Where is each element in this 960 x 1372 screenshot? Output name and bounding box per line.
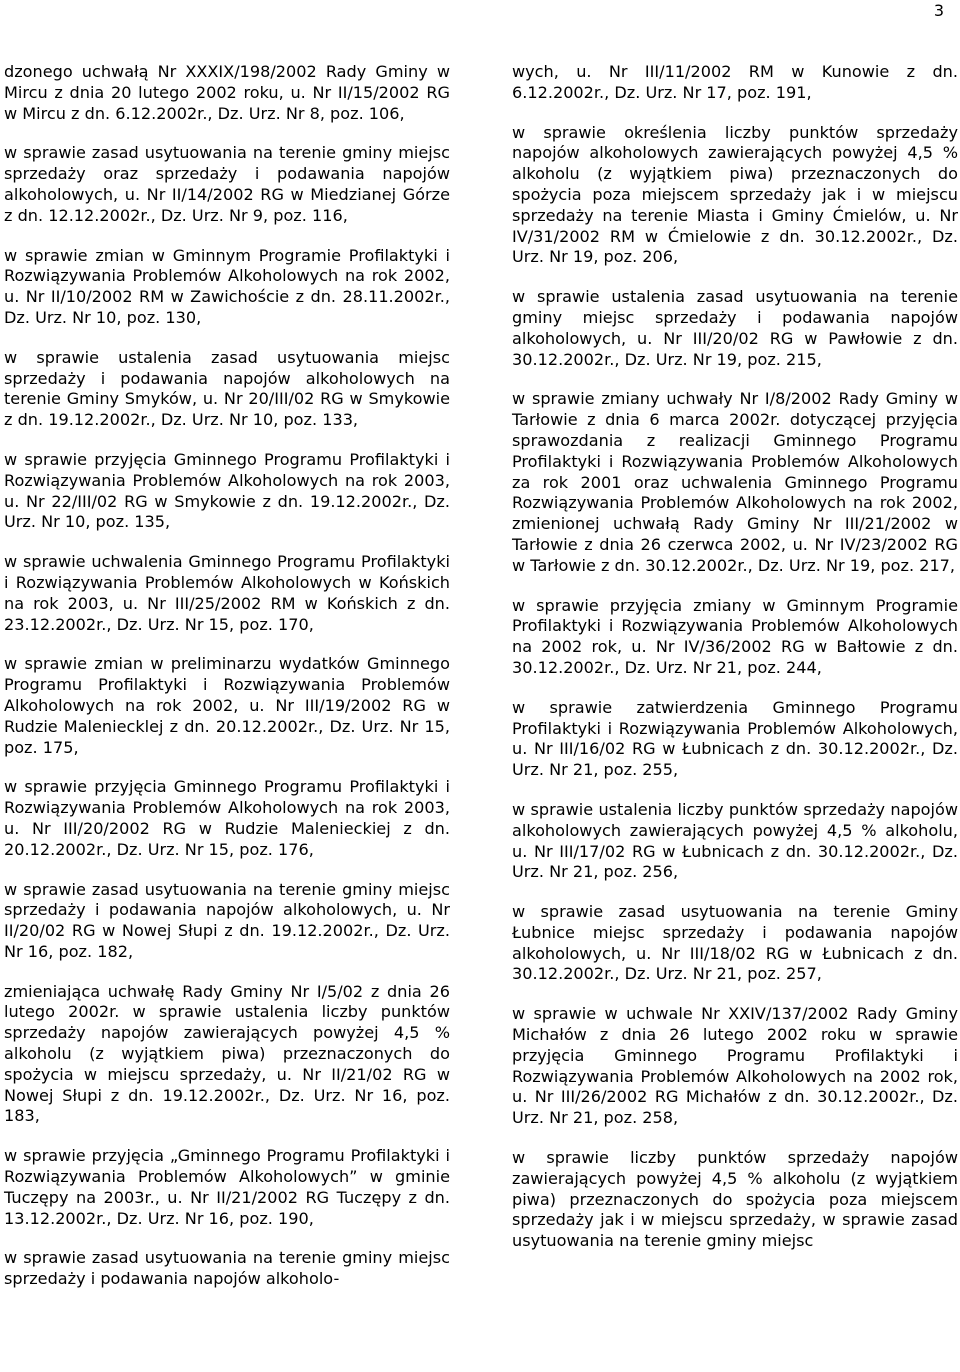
document-paragraph: w sprawie zatwierdzenia Gminnego Programu Profilaktyki i Rozwiązywania Problemów Alkoholowych, u. Nr III/16/02 RG w Łubnicach z dn. 30.12.2002r., Dz. Urz. Nr 21, poz. 255,: [512, 697, 958, 780]
document-paragraph: w sprawie uchwalenia Gminnego Programu Profilaktyki i Rozwiązywania Problemów Alkoholowych w Końskich na rok 2003, u. Nr III/25/2002 RM w Końskich z dn. 23.12.2002r., Dz. Urz. Nr 15, poz. 170,: [4, 552, 450, 634]
document-paragraph: w sprawie zmiany uchwały Nr I/8/2002 Rady Gminy w Tarłowie z dnia 6 marca 2002r. dotyczącej przyjęcia sprawozdania z realizacji Gminnego Programu Profilaktyki i Rozwiązywania Problemów Alkoholowych za rok 2001 oraz uchwalenia Gminnego Programu Rozwiązywania Problemów Alkoholowych na rok 2002, zmienionej uchwałą Rady Gminy Nr III/21/2002 w Tarłowie z dnia 26 czerwca 2002, u. Nr IV/23/2002 RG w Tarłowie z dn. 30.12.2002r., Dz. Urz. Nr 19, poz. 217,: [512, 389, 958, 575]
document-paragraph: w sprawie przyjęcia Gminnego Programu Profilaktyki i Rozwiązywania Problemów Alkoholowych na rok 2003, u. Nr III/20/2002 RG w Rudzie Malenieckiej z dn. 20.12.2002r., Dz. Urz. Nr 15, poz. 176,: [4, 777, 450, 859]
document-paragraph: w sprawie ustalenia liczby punktów sprzedaży napojów alkoholowych zawierających powyżej 4,5 % alkoholu, u. Nr III/17/02 RG w Łubnicach z dn. 30.12.2002r., Dz. Urz. Nr 21, poz. 256,: [512, 799, 958, 882]
document-paragraph: w sprawie ustalenia zasad usytuowania na terenie gminy miejsc sprzedaży i podawania napojów alkoholowych, u. Nr III/20/02 RG w Pawłowie z dn. 30.12.2002r., Dz. Urz. Nr 19, poz. 215,: [512, 287, 958, 369]
document-paragraph: w sprawie zmian w preliminarzu wydatków Gminnego Programu Profilaktyki i Rozwiązywania Problemów Alkoholowych na rok 2002, u. Nr III/19/2002 RG w Rudzie Maleniecklej z dn. 20.12.2002r., Dz. Urz. Nr 15, poz. 175,: [4, 654, 450, 757]
document-paragraph: w sprawie zasad usytuowania na terenie gminy miejsc sprzedaży oraz sprzedaży i podawania napojów alkoholowych, u. Nr II/14/2002 RG w Miedzianej Górze z dn. 12.12.2002r., Dz. Urz. Nr 9, poz. 116,: [4, 143, 450, 225]
document-paragraph: w sprawie ustalenia zasad usytuowania miejsc sprzedaży i podawania napojów alkoholowych na terenie Gminy Smyków, u. Nr 20/III/02 RG w Smykowie z dn. 19.12.2002r., Dz. Urz. Nr 10, poz. 133,: [4, 347, 450, 430]
document-paragraph: w sprawie określenia liczby punktów sprzedaży napojów alkoholowych zawierających powyżej 4,5 % alkoholu (z wyjątkiem piwa) przeznaczonych do spożycia poza miejscem sprzedaży jak i w miejscu sprzedaży na terenie Miasta i Gminy Ćmielów, u. Nr IV/31/2002 RM w Ćmielowie z dn. 30.12.2002r., Dz. Urz. Nr 19, poz. 206,: [512, 122, 958, 267]
left-column: [4, 62, 450, 1309]
document-paragraph: w sprawie zasad usytuowania na terenie Gminy Łubnice miejsc sprzedaży i podawania napojów alkoholowych, u. Nr III/18/02 RG w Łubnicach z dn. 30.12.2002r., Dz. Urz. Nr 21, poz. 257,: [512, 902, 958, 984]
document-paragraph: w sprawie w uchwale Nr XXIV/137/2002 Rady Gminy Michałów z dnia 26 lutego 2002 roku w sprawie przyjęcia Gminnego Programu Profilaktyki i Rozwiązywania Problemów Alkoholowych na 2002 rok, u. Nr III/26/2002 RG Michałów z dn. 30.12.2002r., Dz. Urz. Nr 21, poz. 258,: [512, 1004, 958, 1128]
page-number: 3: [933, 1, 944, 20]
document-paragraph: w sprawie liczby punktów sprzedaży napojów zawierających powyżej 4,5 % alkoholu (z wyjątkiem piwa) przeznaczonych do spożycia poza miejscem sprzedaży jak i w miejscu sprzedaży, w sprawie zasad usytuowania na terenie gminy miejsc: [512, 1148, 958, 1251]
document-paragraph: wych, u. Nr III/11/2002 RM w Kunowie z dn. 6.12.2002r., Dz. Urz. Nr 17, poz. 191,: [512, 62, 958, 102]
document-paragraph: w sprawie przyjęcia „Gminnego Programu Profilaktyki i Rozwiązywania Problemów Alkoholowych” w gminie Tuczępy na 2003r., u. Nr II/21/2002 RG Tuczępy z dn. 13.12.2002r., Dz. Urz. Nr 16, poz. 190,: [4, 1146, 450, 1228]
document-paragraph: w sprawie zasad usytuowania na terenie gminy miejsc sprzedaży i podawania napojów alkoholowych, u. Nr II/20/02 RG w Nowej Słupi z dn. 19.12.2002r., Dz. Urz. Nr 16, poz. 182,: [4, 879, 450, 961]
document-paragraph: w sprawie zmian w Gminnym Programie Profilaktyki i Rozwiązywania Problemów Alkoholowych na rok 2002, u. Nr II/10/2002 RM w Zawichoście z dn. 28.11.2002r., Dz. Urz. Nr 10, poz. 130,: [4, 245, 450, 327]
document-paragraph: zmieniająca uchwałę Rady Gminy Nr I/5/02 z dnia 26 lutego 2002r. w sprawie ustalenia liczby punktów sprzedaży napojów zawierających powyżej 4,5 % alkoholu (z wyjątkiem piwa) przeznaczonych do spożycia w miejscu sprzedaży, u. Nr II/21/02 RG w Nowej Słupi z dn. 19.12.2002r., Dz. Urz. Nr 16, poz. 183,: [4, 981, 450, 1126]
document-paragraph: w sprawie przyjęcia zmiany w Gminnym Programie Profilaktyki i Rozwiązywania Problemów Alkoholowych na 2002 rok, u. Nr IV/36/2002 RG w Bałtowie z dn. 30.12.2002r., Dz. Urz. Nr 21, poz. 244,: [512, 595, 958, 677]
document-paragraph: w sprawie zasad usytuowania na terenie gminy miejsc sprzedaży i podawania napojów alkoholo-: [4, 1248, 450, 1289]
document-paragraph: w sprawie przyjęcia Gminnego Programu Profilaktyki i Rozwiązywania Problemów Alkoholowych na rok 2003, u. Nr 22/III/02 RG w Smykowie z dn. 19.12.2002r., Dz. Urz. Nr 10, poz. 135,: [4, 449, 450, 532]
document-paragraph: dzonego uchwałą Nr XXXIX/198/2002 Rady Gminy w Mircu z dnia 20 lutego 2002 roku, u. Nr II/15/2002 RG w Mircu z dn. 6.12.2002r., Dz. Urz. Nr 8, poz. 106,: [4, 62, 450, 123]
right-column: [512, 62, 958, 1271]
